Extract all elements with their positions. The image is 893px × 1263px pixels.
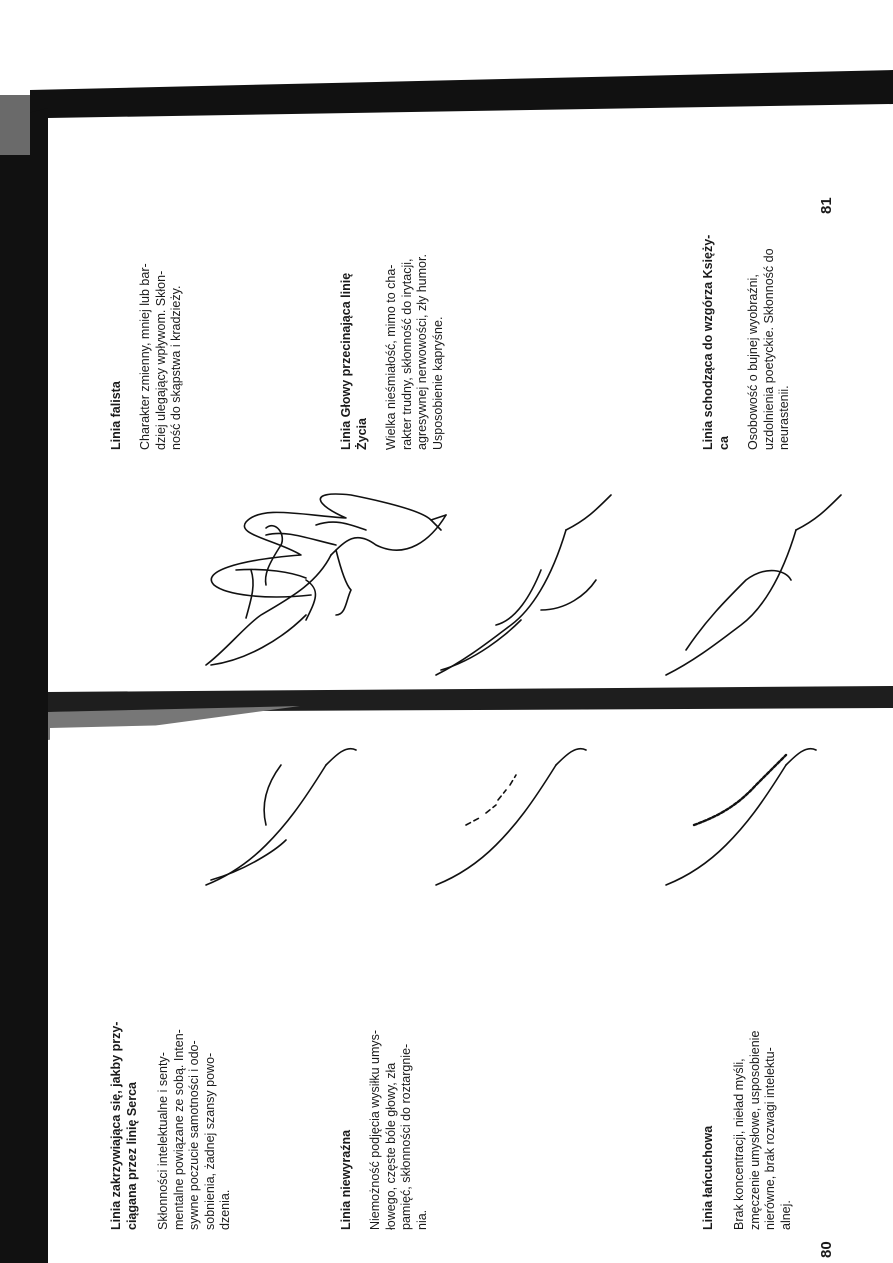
entry-curving-line [108,1022,234,1230]
body-line: łowego, częste bóle głowy, zła [383,1062,398,1230]
entry-body [746,235,793,450]
title-line: ciągana przez linię Serca [125,1082,139,1230]
scan-grey-edge [0,95,30,155]
body-line: nia. [414,1209,429,1230]
title-line: Linia schodząca do wzgórza Księży- [701,234,715,450]
title-line: Życia [355,418,369,450]
body-line: Wielka nieśmiałość, mimo to cha- [384,264,398,450]
entry-body [384,254,446,450]
entry-body [732,1031,794,1230]
body-line: sobnienia, żadnej szansy powo- [202,1052,217,1230]
title-line: Linia falista [109,381,123,450]
body-line: alnej. [778,1200,793,1230]
body-line: uzdolnienia poetyckie. Skłonność do [761,248,776,450]
entry-body [138,263,185,450]
body-line: Brak koncentracji, nieład myśli, [732,1058,746,1230]
body-line: dziej ulegający wpływom. Skłon- [153,270,168,450]
scan-shadow-left [0,108,48,1263]
entry-title [108,1022,140,1230]
body-line: rakter trudny, skłonność do irytacji, [399,258,414,450]
entry-title [108,263,124,450]
entry-body [156,1022,234,1230]
entry-title [338,1030,354,1230]
entry-wavy-line [108,263,185,450]
body-line: Usposobienie kapryśne. [430,316,445,450]
entry-chained-line [700,1031,794,1230]
entry-title [338,254,370,450]
title-line: Linia niewyraźna [339,1129,353,1230]
page-number-81: 81 [818,197,835,214]
body-line: Niemożność podjęcia wysiłku umys- [368,1029,382,1230]
body-line: nierówne, brak rozwagi intelektu- [763,1047,777,1230]
entry-title [700,235,732,450]
title-line: Linia zakrzywiająca się, jakby przy- [109,1021,123,1230]
body-line: agresywnej nerwowości, zły humor. [415,254,429,450]
entry-moon-line [700,235,793,450]
body-line: Charakter zmienny, mniej lub bar- [138,263,152,450]
body-line: Osobowość o bujnej wyobraźni, [746,274,760,450]
entry-crossing-line [338,254,446,450]
body-line: zmęczenie umysłowe, usposobienie [747,1030,762,1230]
body-line: ność do skąpstwa i kradzieży. [169,285,183,450]
body-line: sywne poczucie samotności i odo- [187,1040,201,1230]
body-line: dzenia. [218,1189,232,1230]
entry-title [700,1031,716,1230]
body-line: mentalne powiązane ze sobą. Inten- [171,1029,186,1230]
title-line: Linia łańcuchowa [701,1125,715,1230]
title-line: ca [717,436,731,450]
body-line: pamięć, skłonności do roztargnie- [399,1043,413,1230]
title-line: Linia Głowy przecinająca linię [339,272,353,450]
page-number-80: 80 [818,1241,835,1258]
entry-faint-line [338,1030,430,1230]
entry-body [368,1030,430,1230]
body-line: Skłonności intelektualne i senty- [156,1052,170,1230]
body-line: neurastenii. [777,385,791,450]
